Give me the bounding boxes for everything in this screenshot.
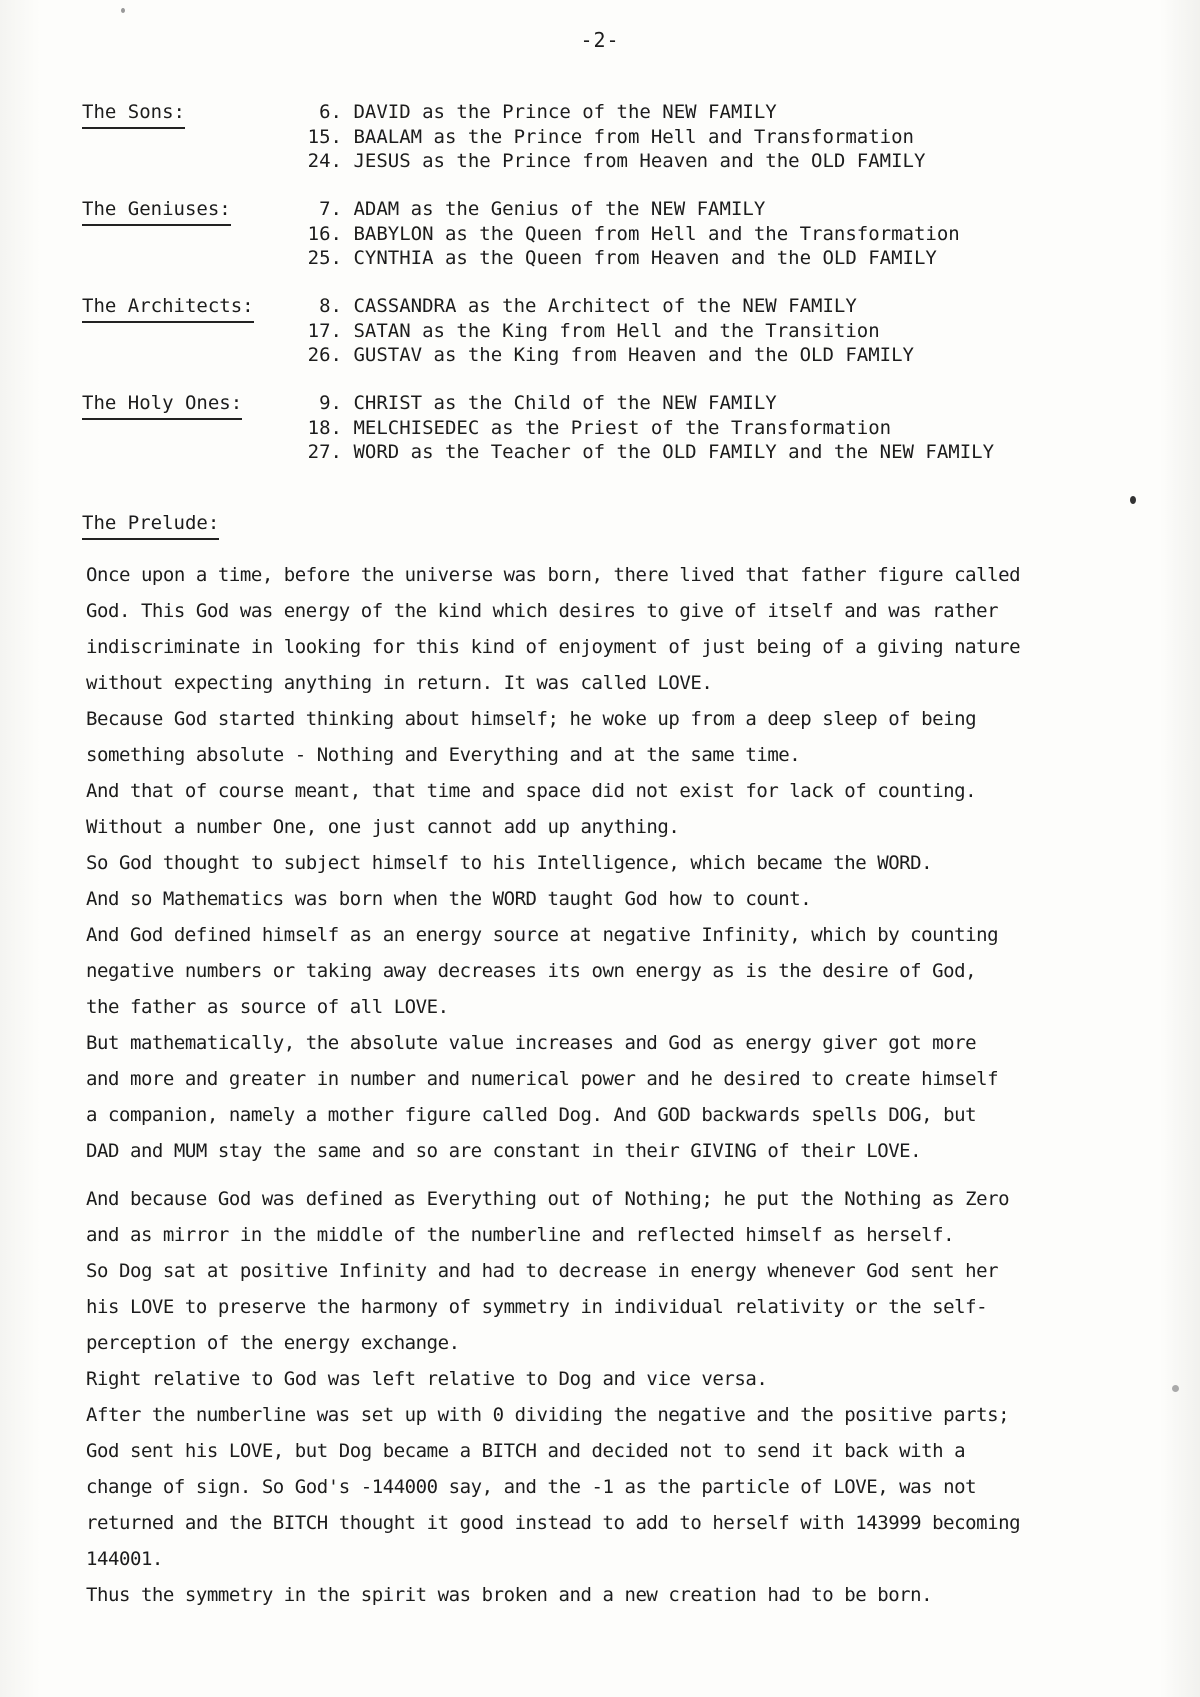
page-number: -2- bbox=[580, 28, 620, 52]
prelude-line: God. This God was energy of the kind which desires to give of itself and was rather bbox=[86, 600, 999, 622]
entry-number: 24. bbox=[307, 150, 342, 172]
entry-text: GUSTAV as the King from Heaven and the OLD FAMILY bbox=[353, 344, 914, 366]
entry-text: SATAN as the King from Hell and the Transition bbox=[353, 319, 880, 342]
entry-number: 27. bbox=[307, 441, 342, 463]
prelude-line: After the numberline was set up with 0 dividing the negative and the positive parts; bbox=[86, 1404, 1010, 1426]
prelude-line: 144001. bbox=[86, 1548, 163, 1570]
prelude-body bbox=[86, 557, 1146, 1613]
scan-speck bbox=[121, 8, 125, 13]
prelude-line: returned and the BITCH thought it good instead to add to herself with 143999 becoming bbox=[86, 1512, 1021, 1534]
entry-text: CHRIST as the Child of the NEW FAMILY bbox=[353, 392, 777, 414]
prelude-line: DAD and MUM stay the same and so are constant in their GIVING of their LOVE. bbox=[86, 1140, 922, 1162]
cast-entry bbox=[296, 416, 994, 441]
cast-entry bbox=[296, 343, 914, 368]
scan-speck bbox=[1172, 1385, 1179, 1392]
prelude-line: Because God started thinking about himself; he woke up from a deep sleep of being bbox=[86, 708, 977, 730]
cast-list bbox=[296, 391, 994, 465]
prelude-heading: The Prelude: bbox=[82, 511, 219, 540]
prelude-line: Right relative to God was left relative to Dog and vice versa. bbox=[86, 1368, 768, 1390]
prelude-line: the father as source of all LOVE. bbox=[86, 996, 449, 1018]
cast-entry bbox=[296, 319, 914, 344]
cast-entry bbox=[296, 222, 960, 247]
prelude-line: And because God was defined as Everything out of Nothing; he put the Nothing as Zero bbox=[86, 1188, 1010, 1210]
cast-entry bbox=[296, 440, 994, 465]
cast-entry bbox=[296, 197, 960, 222]
cast-entry bbox=[296, 125, 925, 150]
prelude-line: perception of the energy exchange. bbox=[86, 1332, 460, 1354]
prelude-line: But mathematically, the absolute value increases and God as energy giver got more bbox=[86, 1032, 977, 1054]
prelude-line: his LOVE to preserve the harmony of symmetry in individual relativity or the self- bbox=[86, 1296, 988, 1318]
entry-number: 15. bbox=[307, 125, 342, 148]
prelude-line: negative numbers or taking away decreases its own energy as is the desire of God, bbox=[86, 960, 977, 982]
cast-entry bbox=[296, 391, 994, 416]
prelude-line: indiscriminate in looking for this kind of enjoyment of just being of a giving nature bbox=[86, 636, 1021, 658]
entry-number: 6. bbox=[319, 101, 342, 123]
prelude-line: and as mirror in the middle of the numberline and reflected himself as herself. bbox=[86, 1224, 955, 1246]
group-label: The Geniuses: bbox=[82, 197, 231, 226]
prelude-line: and more and greater in number and numerical power and he desired to create himself bbox=[86, 1068, 999, 1090]
prelude-line: Once upon a time, before the universe was born, there lived that father figure called bbox=[86, 564, 1021, 586]
entry-text: BAALAM as the Prince from Hell and Transformation bbox=[353, 125, 914, 148]
entry-text: WORD as the Teacher of the OLD FAMILY and the NEW FAMILY bbox=[353, 441, 995, 463]
entry-number: 16. bbox=[307, 222, 342, 245]
prelude-line: God sent his LOVE, but Dog became a BITCH and decided not to send it back with a bbox=[86, 1440, 966, 1462]
prelude-line: without expecting anything in return. It was called LOVE. bbox=[86, 672, 713, 694]
entry-text: CASSANDRA as the Architect of the NEW FAMILY bbox=[353, 295, 857, 317]
entry-text: BABYLON as the Queen from Hell and the Transformation bbox=[353, 222, 960, 245]
cast-entry bbox=[296, 294, 914, 319]
entry-text: MELCHISEDEC as the Priest of the Transformation bbox=[353, 416, 892, 439]
prelude-line: Without a number One, one just cannot add up anything. bbox=[86, 816, 680, 838]
prelude-line: Thus the symmetry in the spirit was broken and a new creation had to be born. bbox=[86, 1584, 933, 1606]
prelude-line: a companion, namely a mother figure called Dog. And GOD backwards spells DOG, but bbox=[86, 1104, 977, 1126]
entry-number: 26. bbox=[307, 344, 342, 366]
entry-text: JESUS as the Prince from Heaven and the OLD FAMILY bbox=[353, 150, 926, 172]
prelude-line: And so Mathematics was born when the WORD taught God how to count. bbox=[86, 888, 812, 910]
cast-entry bbox=[296, 246, 960, 271]
entry-text: CYNTHIA as the Queen from Heaven and the OLD FAMILY bbox=[353, 247, 937, 269]
group-label: The Holy Ones: bbox=[82, 391, 242, 420]
entry-number: 7. bbox=[319, 198, 342, 220]
entry-number: 17. bbox=[307, 319, 342, 342]
cast-list bbox=[296, 197, 960, 271]
entry-number: 9. bbox=[319, 392, 342, 414]
prelude-line: something absolute - Nothing and Everything and at the same time. bbox=[86, 744, 801, 766]
entry-number: 25. bbox=[307, 247, 342, 269]
cast-entry bbox=[296, 149, 925, 174]
entry-text: ADAM as the Genius of the NEW FAMILY bbox=[353, 198, 766, 220]
prelude-line: And God defined himself as an energy source at negative Infinity, which by counting bbox=[86, 924, 999, 946]
scan-speck bbox=[1130, 496, 1136, 504]
entry-text: DAVID as the Prince of the NEW FAMILY bbox=[353, 101, 777, 123]
prelude-line: So God thought to subject himself to his Intelligence, which became the WORD. bbox=[86, 852, 933, 874]
cast-entry bbox=[296, 100, 925, 125]
prelude-line: change of sign. So God's -144000 say, and the -1 as the particle of LOVE, was not bbox=[86, 1476, 977, 1498]
group-label: The Architects: bbox=[82, 294, 254, 323]
cast-list bbox=[296, 100, 925, 174]
entry-number: 8. bbox=[319, 295, 342, 317]
group-label: The Sons: bbox=[82, 100, 185, 129]
prelude-paragraph-2 bbox=[86, 1181, 1146, 1613]
cast-list bbox=[296, 294, 914, 368]
prelude-paragraph-1 bbox=[86, 557, 1146, 1169]
prelude-line: And that of course meant, that time and space did not exist for lack of counting. bbox=[86, 780, 977, 802]
entry-number: 18. bbox=[307, 416, 342, 439]
prelude-line: So Dog sat at positive Infinity and had to decrease in energy whenever God sent her bbox=[86, 1260, 999, 1282]
